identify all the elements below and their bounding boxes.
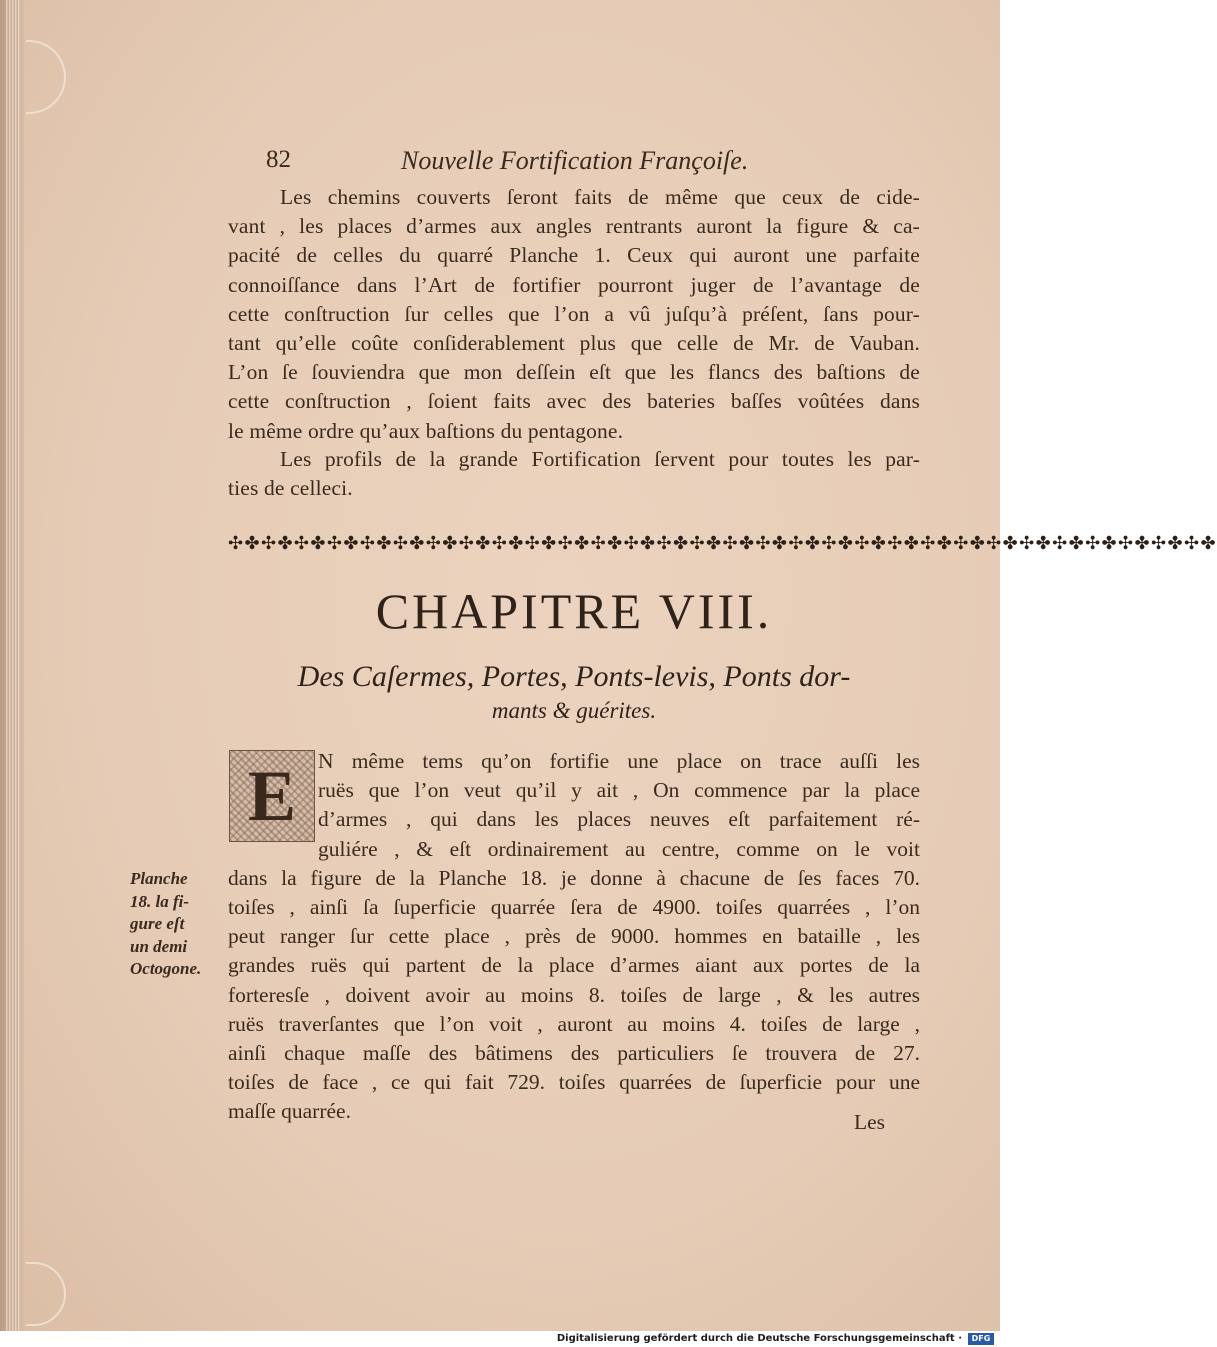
margin-note-line: gure eſt: [130, 914, 185, 933]
text-line: ties de celleci.: [228, 476, 353, 501]
dfg-logo[interactable]: DFG: [968, 1333, 994, 1345]
text-line: forteresſe , doivent avoir au moins 8. toiſes de large , & les autres: [228, 982, 920, 1007]
text-line: ruës traverſantes que l’on voit , auront au moins 4. toiſes de large ,: [228, 1011, 920, 1036]
text-line: pacité de celles du quarré Planche 1. Ceux qui auront une parfaite: [228, 243, 920, 268]
page-header: [266, 146, 826, 180]
margin-note-line: 18. la fi-: [130, 891, 190, 911]
text-line: guliére , & eſt ordinairement au centre, comme on le voit: [318, 836, 920, 861]
text-line: ruës que l’on veut qu’il y ait , On commence par la place: [318, 778, 920, 803]
paragraph-profils: [228, 445, 920, 503]
page-edges: [6, 0, 20, 1331]
margin-note-line: Octogone.: [130, 959, 202, 978]
text-line: vant , les places d’armes aux angles rentrants auront la figure & ca-: [228, 214, 920, 239]
text-line: cette conſtruction ſur celles que l’on a vû juſqu’à préſent, ſans pour-: [228, 301, 920, 326]
chapter-subtitle: [228, 660, 920, 728]
text-line: connoiſſance dans l’Art de fortifier pourront juger de l’avantage de: [228, 272, 920, 297]
text-line: grandes ruës qui partent de la place d’armes aiant aux portes de la: [228, 953, 920, 978]
text-line: dans la figure de la Planche 18. je donne à chacune de ſes faces 70.: [228, 865, 920, 890]
chapter-title: CHAPITRE VIII.: [375, 583, 773, 639]
decorated-initial-letter: E: [230, 751, 314, 841]
margin-note-line: Planche: [130, 869, 188, 888]
text-line: Les profils de la grande Fortification ſervent pour toutes les par-: [280, 447, 920, 471]
footer-credit: Digitalisierung gefördert durch die Deutsche Forschungsgemeinschaft ·: [556, 1333, 962, 1344]
paragraph-chemins-couverts: [228, 183, 920, 446]
text-line: toiſes , ainſi ſa ſuperficie quarrée ſera de 4900. toiſes quarrées , l’on: [228, 895, 920, 920]
margin-note-line: un demi: [130, 936, 188, 956]
chapter-body: [228, 747, 920, 1127]
text-line: N même tems qu’on fortifie une place on trace auſſi les: [318, 749, 920, 773]
text-line: le même ordre qu’aux baſtions du pentagone.: [228, 418, 624, 443]
footer-bar: [0, 1331, 1000, 1347]
text-line: peut ranger ſur cette place , près de 9000. hommes en bataille , les: [228, 924, 920, 949]
margin-note: [130, 868, 228, 981]
text-line: tant qu’elle coûte conſiderablement plus que celle de Mr. de Vauban.: [228, 331, 920, 356]
text-line: maſſe quarrée.: [228, 1099, 351, 1124]
catchword: Les: [854, 1110, 886, 1134]
text-line: Les chemins couverts ſeront faits de même que ceux de cide-: [280, 185, 920, 209]
chapter-subtitle-line2: mants & guérites.: [491, 698, 657, 723]
text-line: L’on ſe ſouviendra que mon deſſein eſt que les flancs des baſtions de: [228, 360, 920, 385]
text-line: cette conſtruction , ſoient faits avec des bateries baſſes voûtées dans: [228, 389, 920, 414]
text-line: ainſi chaque maſſe des bâtimens des particuliers ſe trouvera de 27.: [228, 1041, 920, 1066]
text-line: toiſes de face , ce qui fait 729. toiſes quarrées de ſuperficie pour une: [228, 1070, 920, 1095]
running-title: Nouvelle Fortification Françoiſe.: [401, 146, 749, 175]
ornamental-rule: ✣✤✣✤✣✤✣✤✣✤✣✤✣✤✣✤✣✤✣✤✣✤✣✤✣✤✣✤✣✤✣✤✣✤✣✤✣✤✣✤✣✤✣✤✣✤✣✤✣✤✣✤✣✤✣✤✣✤✣✤: [228, 533, 1217, 553]
page-number: 82: [266, 146, 291, 173]
text-line: d’armes , qui dans les places neuves eſt parfaitement ré-: [318, 807, 920, 832]
chapter-subtitle-line1: Des Caſermes, Portes, Ponts-levis, Ponts dor-: [297, 660, 851, 693]
